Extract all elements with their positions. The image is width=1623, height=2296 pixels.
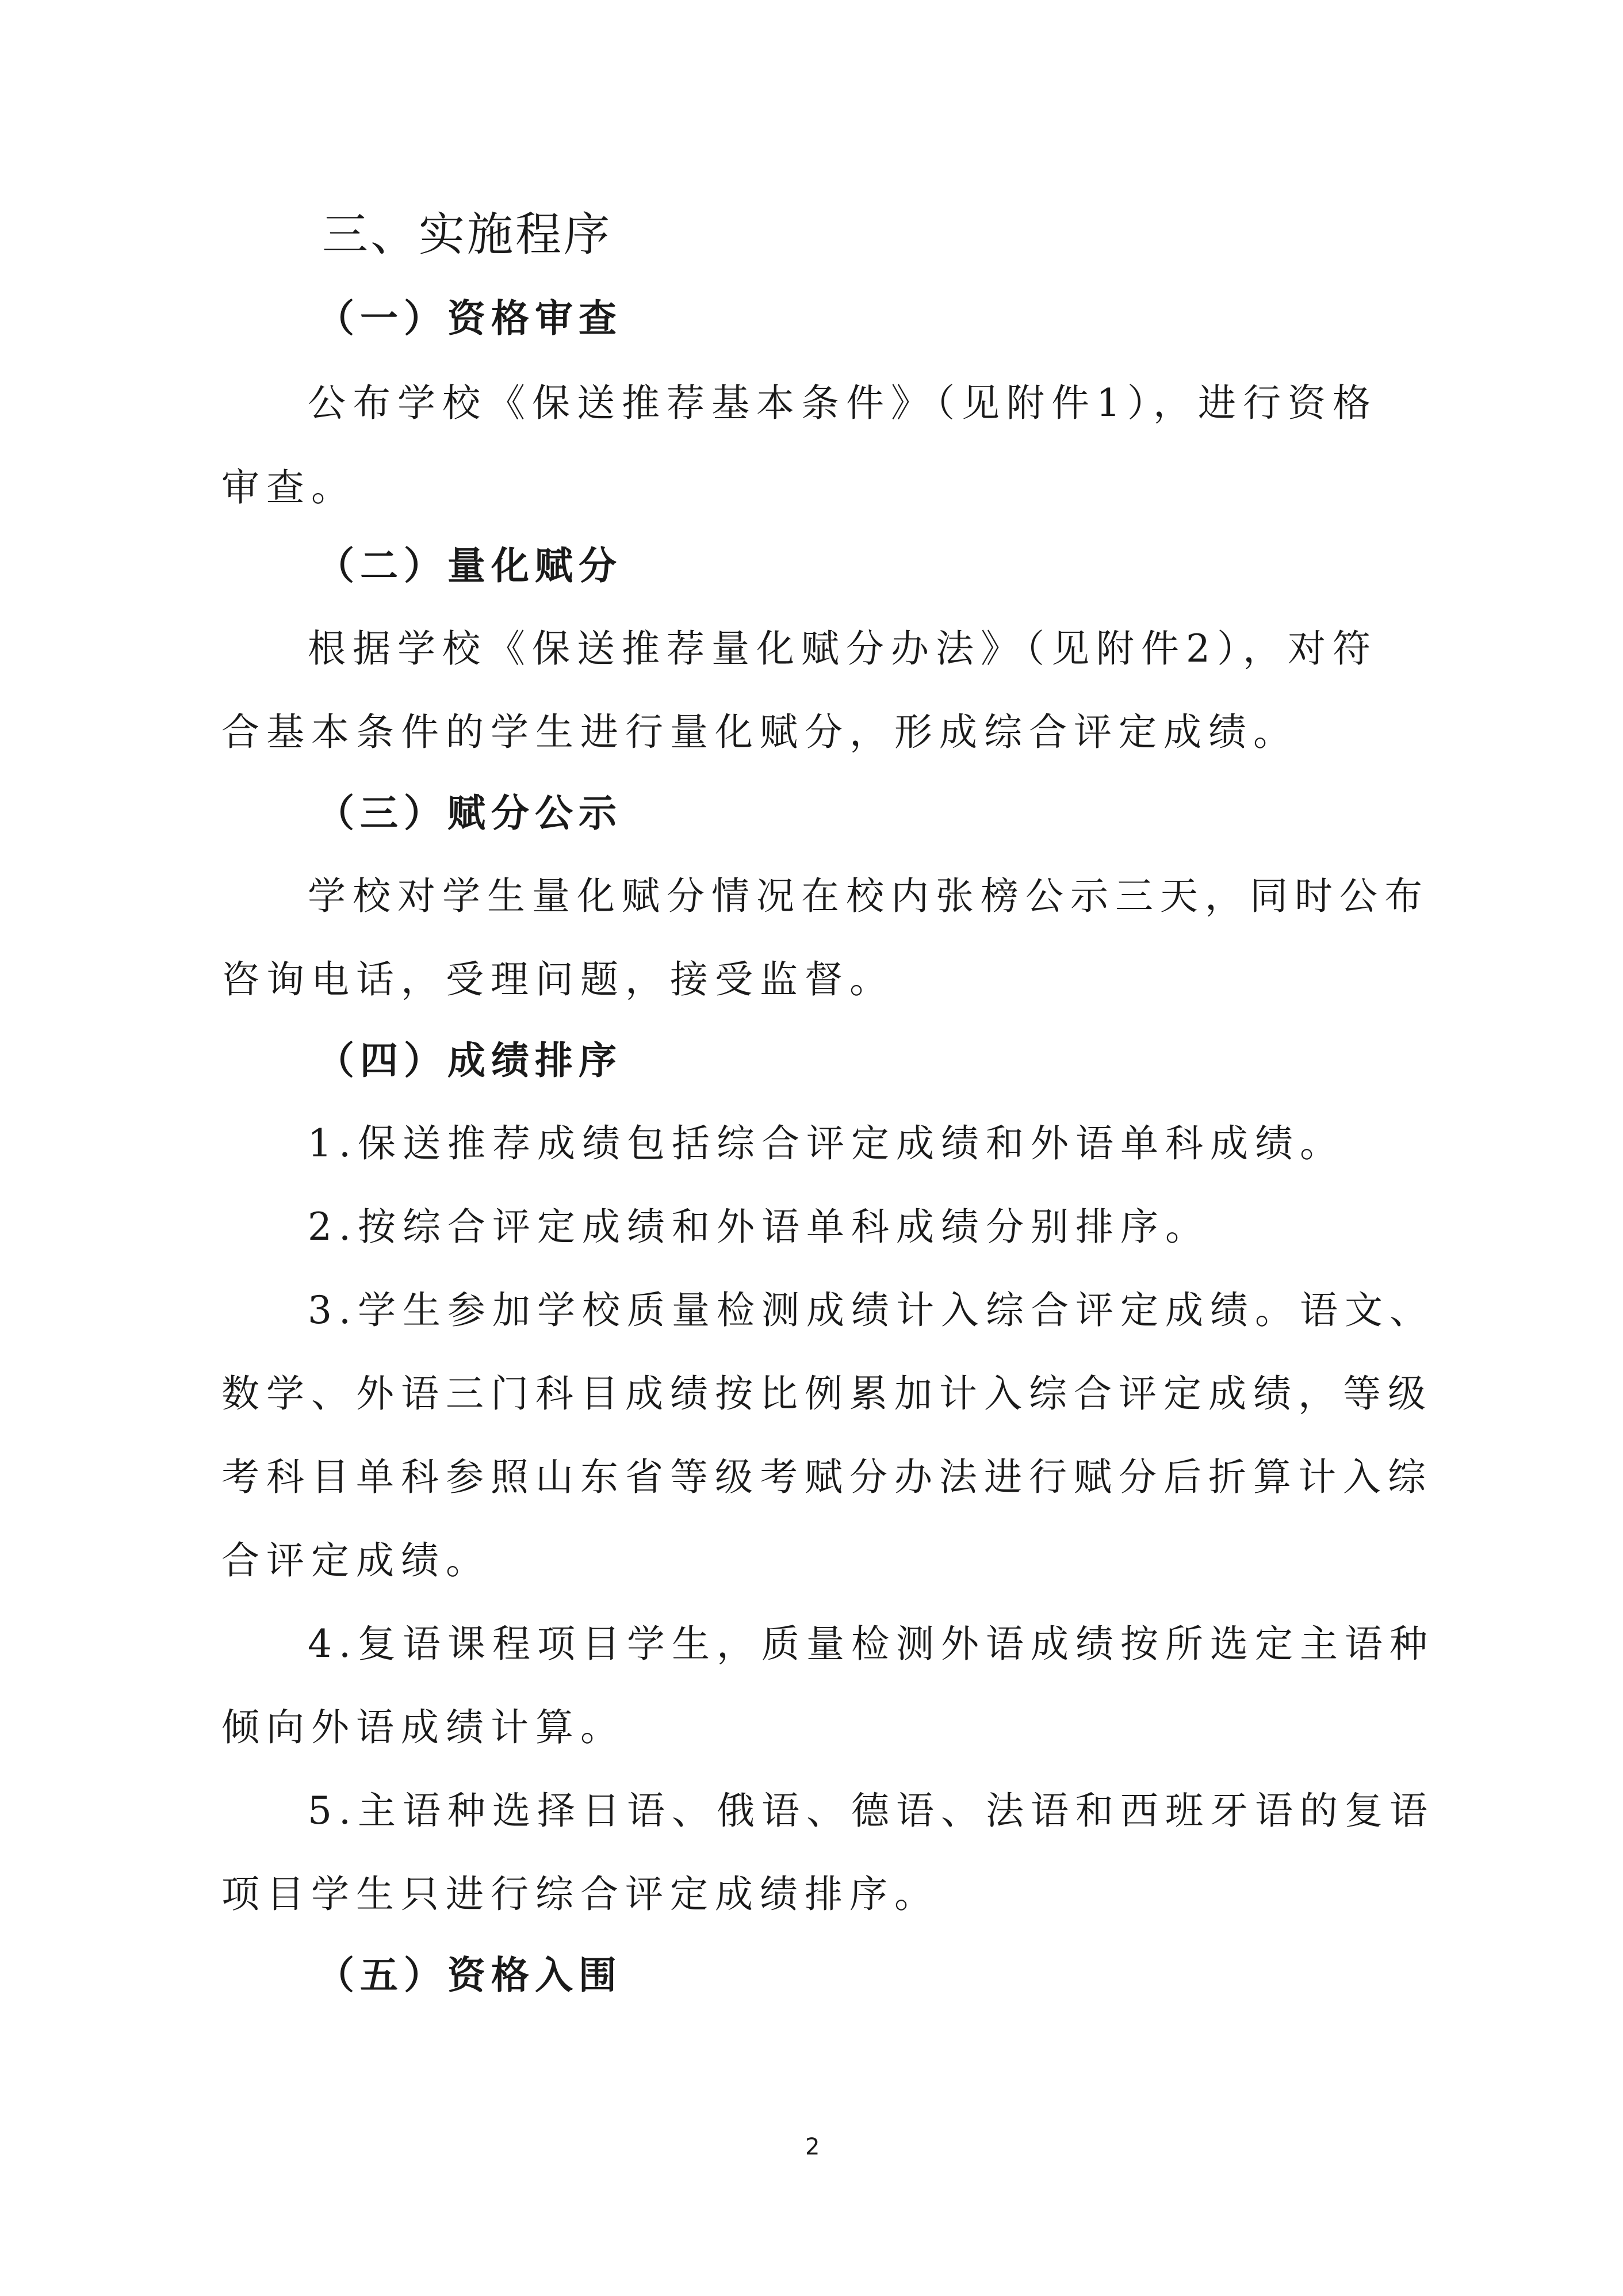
paragraph-line: 学校对学生量化赋分情况在校内张榜公示三天，同时公布 bbox=[308, 874, 1429, 918]
section-heading: 三、实施程序 bbox=[322, 208, 612, 261]
subsection-title-3: （三）赋分公示 bbox=[316, 790, 622, 835]
paragraph-line: 审查。 bbox=[221, 465, 356, 510]
paragraph-line: 公布学校《保送推荐基本条件》（见附件1），进行资格 bbox=[308, 381, 1377, 425]
list-item: 2.按综合评定成绩和外语单科成绩分别排序。 bbox=[308, 1205, 1210, 1249]
list-item: 1.保送推荐成绩包括综合评定成绩和外语单科成绩。 bbox=[308, 1121, 1345, 1166]
list-item-line: 合评定成绩。 bbox=[221, 1538, 491, 1583]
paragraph-line: 根据学校《保送推荐量化赋分办法》（见附件2），对符 bbox=[308, 626, 1377, 671]
list-item-line: 数学、外语三门科目成绩按比例累加计入综合评定成绩，等级 bbox=[221, 1372, 1433, 1416]
subsection-title-4: （四）成绩排序 bbox=[316, 1038, 622, 1083]
paragraph-line: 咨询电话，受理问题，接受监督。 bbox=[221, 957, 894, 1002]
subsection-title-5: （五）资格入围 bbox=[316, 1953, 622, 1997]
list-item-line: 倾向外语成绩计算。 bbox=[221, 1705, 625, 1749]
subsection-title-2: （二）量化赋分 bbox=[316, 543, 622, 588]
paragraph-line: 合基本条件的学生进行量化赋分，形成综合评定成绩。 bbox=[221, 710, 1298, 754]
subsection-title-1: （一）资格审查 bbox=[316, 296, 622, 341]
list-item-line: 考科目单科参照山东省等级考赋分办法进行赋分后折算计入综 bbox=[221, 1455, 1433, 1499]
list-item: 5.主语种选择日语、俄语、德语、法语和西班牙语的复语 bbox=[308, 1789, 1434, 1833]
page-number: 2 bbox=[805, 2134, 820, 2160]
list-item-line: 项目学生只进行综合评定成绩排序。 bbox=[221, 1872, 939, 1916]
list-item: 4.复语课程项目学生，质量检测外语成绩按所选定主语种 bbox=[308, 1622, 1434, 1666]
list-item: 3.学生参加学校质量检测成绩计入综合评定成绩。语文、 bbox=[308, 1288, 1434, 1332]
